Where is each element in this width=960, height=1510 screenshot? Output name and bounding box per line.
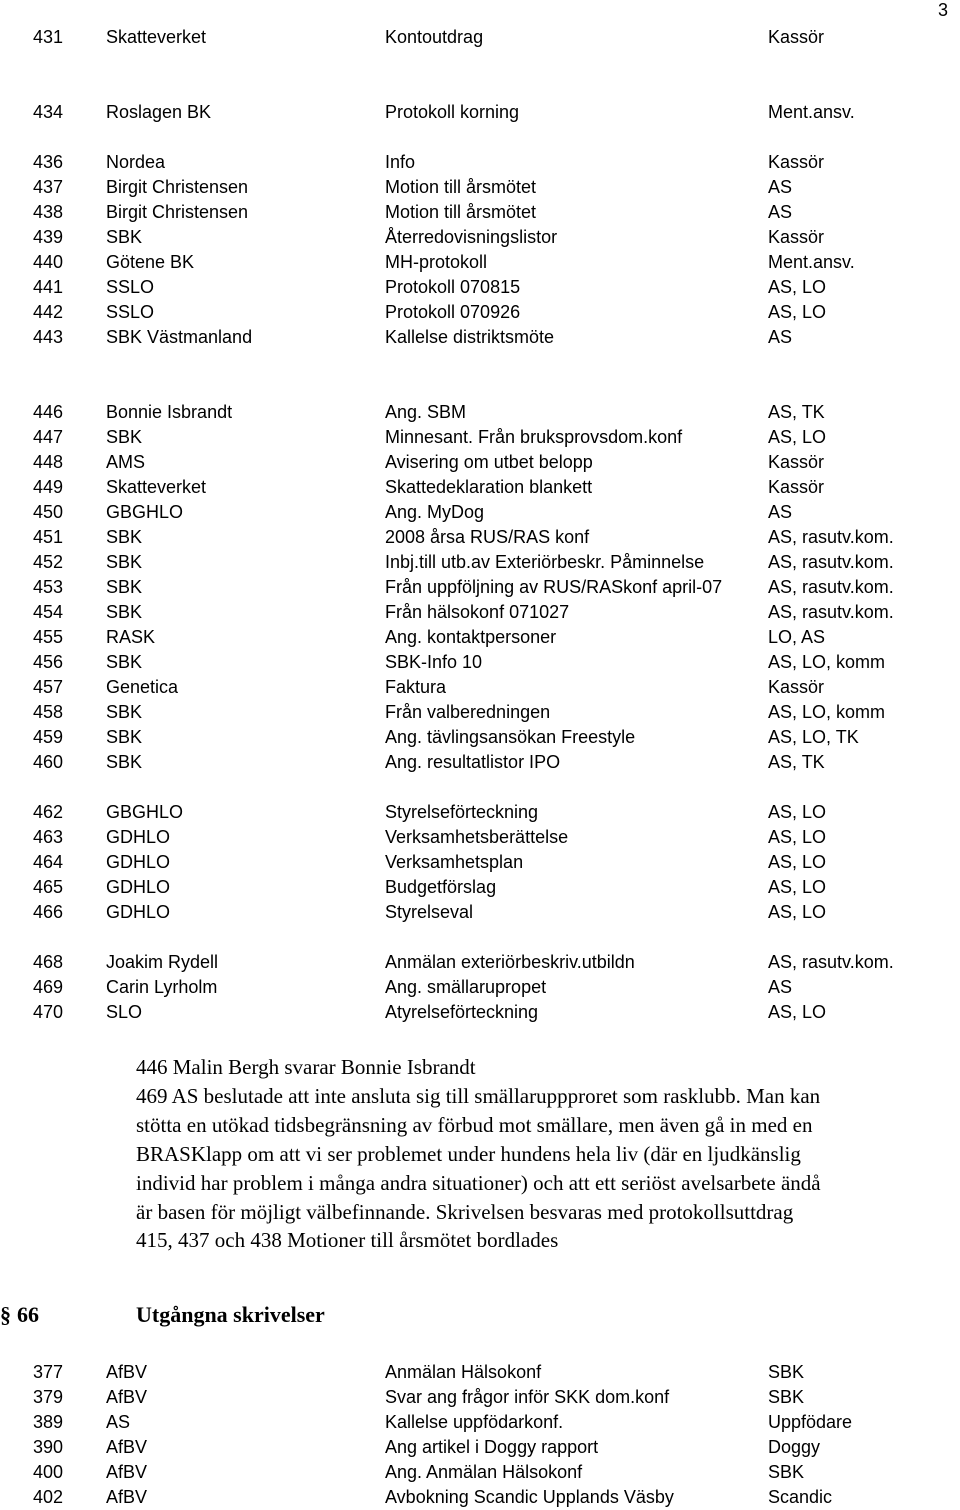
letter-recipient: LO, AS bbox=[768, 627, 826, 647]
table-row bbox=[0, 1435, 960, 1460]
letter-sender: AS bbox=[106, 1412, 131, 1432]
letter-recipient: Kassör bbox=[768, 152, 825, 172]
letter-recipient: AS, rasutv.kom. bbox=[768, 552, 894, 572]
letter-sender: AfBV bbox=[106, 1387, 148, 1407]
letter-recipient: AS, LO, komm bbox=[768, 652, 886, 672]
letter-subject: Protokoll korning bbox=[385, 102, 520, 122]
letter-sender: SBK bbox=[106, 527, 143, 547]
table-row bbox=[0, 175, 960, 200]
letter-recipient: AS, LO bbox=[768, 277, 827, 297]
letter-number: 458 bbox=[33, 702, 64, 722]
letter-recipient: Doggy bbox=[768, 1437, 821, 1457]
letter-subject: Ang. tävlingsansökan Freestyle bbox=[385, 727, 636, 747]
letter-recipient: AS, LO bbox=[768, 902, 827, 922]
letter-subject: Verksamhetsplan bbox=[385, 852, 524, 872]
letter-recipient: AS, TK bbox=[768, 752, 825, 772]
letter-recipient: SBK bbox=[768, 1387, 805, 1407]
letter-number: 440 bbox=[33, 252, 64, 272]
letter-sender: AfBV bbox=[106, 1487, 148, 1507]
letter-number: 441 bbox=[33, 277, 64, 297]
letter-sender: SBK bbox=[106, 702, 143, 722]
letter-number: 470 bbox=[33, 1002, 64, 1022]
table-row bbox=[0, 575, 960, 600]
table-row bbox=[0, 1460, 960, 1485]
letter-subject: Ang. SBM bbox=[385, 402, 467, 422]
letter-recipient: AS bbox=[768, 202, 793, 222]
letter-number: 459 bbox=[33, 727, 64, 747]
letter-subject: Protokoll 070815 bbox=[385, 277, 521, 297]
table-row bbox=[0, 150, 960, 175]
letter-subject: Återredovisningslistor bbox=[385, 227, 558, 247]
letter-recipient: AS, LO bbox=[768, 877, 827, 897]
letter-recipient: AS bbox=[768, 977, 793, 997]
letter-recipient: Kassör bbox=[768, 227, 825, 247]
note-line: individ har problem i många andra situationer) och att ett seriöst avelsarbete ändå bbox=[136, 1170, 821, 1195]
letter-number: 456 bbox=[33, 652, 64, 672]
letter-sender: Roslagen BK bbox=[106, 102, 212, 122]
letter-subject: Motion till årsmötet bbox=[385, 202, 537, 222]
letter-subject: Anmälan Hälsokonf bbox=[385, 1362, 542, 1382]
letter-recipient: AS, TK bbox=[768, 402, 825, 422]
letter-recipient: AS, LO, komm bbox=[768, 702, 886, 722]
table-row bbox=[0, 250, 960, 275]
letter-number: 453 bbox=[33, 577, 64, 597]
table-row bbox=[0, 750, 960, 775]
letter-sender: SBK bbox=[106, 727, 143, 747]
table-row bbox=[0, 800, 960, 825]
letter-sender: Joakim Rydell bbox=[106, 952, 219, 972]
letter-subject: MH-protokoll bbox=[385, 252, 488, 272]
table-row bbox=[0, 625, 960, 650]
table-row bbox=[0, 600, 960, 625]
letter-subject: Kontoutdrag bbox=[385, 27, 484, 47]
letter-sender: GDHLO bbox=[106, 902, 171, 922]
letter-number: 466 bbox=[33, 902, 64, 922]
letter-subject: Avisering om utbet belopp bbox=[385, 452, 593, 472]
letter-subject: Från hälsokonf 071027 bbox=[385, 602, 570, 622]
table-row bbox=[0, 425, 960, 450]
letter-sender: SBK Västmanland bbox=[106, 327, 253, 347]
letter-recipient: AS, LO, TK bbox=[768, 727, 859, 747]
letter-number: 460 bbox=[33, 752, 64, 772]
letter-recipient: AS, LO bbox=[768, 302, 827, 322]
letter-sender: Birgit Christensen bbox=[106, 177, 249, 197]
letter-subject: Atyrelseförteckning bbox=[385, 1002, 539, 1022]
letter-recipient: Kassör bbox=[768, 27, 825, 47]
letter-recipient: SBK bbox=[768, 1462, 805, 1482]
letter-sender: Genetica bbox=[106, 677, 179, 697]
table-row bbox=[0, 850, 960, 875]
letter-subject: Avbokning Scandic Upplands Väsby bbox=[385, 1487, 674, 1507]
letter-subject: SBK-Info 10 bbox=[385, 652, 483, 672]
letter-sender: SBK bbox=[106, 227, 143, 247]
letter-sender: Carin Lyrholm bbox=[106, 977, 218, 997]
letter-recipient: Kassör bbox=[768, 677, 825, 697]
letter-number: 389 bbox=[33, 1412, 64, 1432]
page-number: 3 bbox=[937, 0, 948, 20]
table-row bbox=[0, 475, 960, 500]
letter-recipient: AS bbox=[768, 327, 793, 347]
letter-number: 436 bbox=[33, 152, 64, 172]
letter-number: 465 bbox=[33, 877, 64, 897]
letter-subject: Info bbox=[385, 152, 416, 172]
table-row bbox=[0, 450, 960, 475]
letter-number: 379 bbox=[33, 1387, 64, 1407]
letter-subject: Kallelse distriktsmöte bbox=[385, 327, 555, 347]
letter-number: 455 bbox=[33, 627, 64, 647]
letter-sender: SBK bbox=[106, 602, 143, 622]
letter-sender: GDHLO bbox=[106, 827, 171, 847]
letter-recipient: AS, rasutv.kom. bbox=[768, 527, 894, 547]
letter-subject: Från valberedningen bbox=[385, 702, 551, 722]
table-row bbox=[0, 25, 960, 50]
table-row bbox=[0, 975, 960, 1000]
letter-number: 469 bbox=[33, 977, 64, 997]
table-row bbox=[0, 525, 960, 550]
letter-number: 462 bbox=[33, 802, 64, 822]
letter-number: 402 bbox=[33, 1487, 64, 1507]
letter-number: 446 bbox=[33, 402, 64, 422]
table-row bbox=[0, 1410, 960, 1435]
note-line: stötta en utökad tidsbegränsning av förbud mot smällare, men även gå in med en bbox=[136, 1112, 813, 1137]
table-row bbox=[0, 550, 960, 575]
letter-sender: SBK bbox=[106, 577, 143, 597]
letter-subject: Budgetförslag bbox=[385, 877, 497, 897]
table-row bbox=[0, 200, 960, 225]
table-row bbox=[0, 100, 960, 125]
letter-number: 431 bbox=[33, 27, 64, 47]
letter-sender: AfBV bbox=[106, 1437, 148, 1457]
letter-subject: Minnesant. Från bruksprovsdom.konf bbox=[385, 427, 683, 447]
table-row bbox=[0, 1485, 960, 1510]
letter-recipient: Kassör bbox=[768, 477, 825, 497]
letter-sender: GDHLO bbox=[106, 852, 171, 872]
letter-recipient: SBK bbox=[768, 1362, 805, 1382]
table-row bbox=[0, 950, 960, 975]
table-row bbox=[0, 275, 960, 300]
letter-number: 442 bbox=[33, 302, 64, 322]
letter-recipient: Ment.ansv. bbox=[768, 102, 855, 122]
letter-sender: SBK bbox=[106, 427, 143, 447]
letter-sender: GBGHLO bbox=[106, 802, 184, 822]
letter-subject: Ang. smällarupropet bbox=[385, 977, 547, 997]
letter-sender: Birgit Christensen bbox=[106, 202, 249, 222]
letter-subject: Anmälan exteriörbeskriv.utbildn bbox=[385, 952, 635, 972]
letter-number: 454 bbox=[33, 602, 64, 622]
table-row bbox=[0, 1360, 960, 1385]
letter-subject: Ang. kontaktpersoner bbox=[385, 627, 557, 647]
table-row bbox=[0, 700, 960, 725]
letter-subject: Protokoll 070926 bbox=[385, 302, 521, 322]
letter-recipient: AS, rasutv.kom. bbox=[768, 577, 894, 597]
letter-sender: SSLO bbox=[106, 302, 155, 322]
letter-sender: SBK bbox=[106, 552, 143, 572]
note-line: BRASKlapp om att vi ser problemet under hundens hela liv (där en ljudkänslig bbox=[136, 1141, 801, 1166]
letter-recipient: AS bbox=[768, 177, 793, 197]
letter-subject: Motion till årsmötet bbox=[385, 177, 537, 197]
letter-sender: RASK bbox=[106, 627, 156, 647]
letter-recipient: Ment.ansv. bbox=[768, 252, 855, 272]
table-row bbox=[0, 1000, 960, 1025]
letter-recipient: Uppfödare bbox=[768, 1412, 853, 1432]
letter-number: 457 bbox=[33, 677, 64, 697]
letter-recipient: AS, rasutv.kom. bbox=[768, 602, 894, 622]
note-line: 446 Malin Bergh svarar Bonnie Isbrandt bbox=[136, 1055, 476, 1079]
table-row bbox=[0, 400, 960, 425]
letter-number: 463 bbox=[33, 827, 64, 847]
letter-recipient: AS, rasutv.kom. bbox=[768, 952, 894, 972]
letter-recipient: AS, LO bbox=[768, 1002, 827, 1022]
letter-number: 447 bbox=[33, 427, 64, 447]
letter-number: 439 bbox=[33, 227, 64, 247]
letter-subject: Inbj.till utb.av Exteriörbeskr. Påminnelse bbox=[385, 552, 705, 572]
letter-recipient: AS, LO bbox=[768, 427, 827, 447]
letter-number: 448 bbox=[33, 452, 64, 472]
table-row bbox=[0, 875, 960, 900]
letter-sender: Götene BK bbox=[106, 252, 195, 272]
letter-subject: Svar ang frågor inför SKK dom.konf bbox=[385, 1387, 670, 1407]
table-row bbox=[0, 225, 960, 250]
letter-recipient: AS, LO bbox=[768, 827, 827, 847]
letter-number: 437 bbox=[33, 177, 64, 197]
letter-recipient: Kassör bbox=[768, 452, 825, 472]
letter-sender: SLO bbox=[106, 1002, 143, 1022]
letter-subject: Ang. resultatlistor IPO bbox=[385, 752, 561, 772]
letter-subject: Styrelseförteckning bbox=[385, 802, 539, 822]
letter-subject: Faktura bbox=[385, 677, 447, 697]
letter-subject: Ang. Anmälan Hälsokonf bbox=[385, 1462, 583, 1482]
section-title: Utgångna skrivelser bbox=[136, 1302, 325, 1327]
table-row bbox=[0, 300, 960, 325]
letter-sender: GBGHLO bbox=[106, 502, 184, 522]
table-row bbox=[0, 650, 960, 675]
letter-sender: Skatteverket bbox=[106, 477, 207, 497]
letter-subject: Skattedeklaration blankett bbox=[385, 477, 593, 497]
meeting-notes bbox=[136, 1053, 956, 1255]
letter-number: 451 bbox=[33, 527, 64, 547]
letter-recipient: AS, LO bbox=[768, 802, 827, 822]
section-number: 66 bbox=[17, 1302, 39, 1327]
table-row bbox=[0, 1385, 960, 1410]
letter-sender: AfBV bbox=[106, 1362, 148, 1382]
section-heading bbox=[0, 1300, 960, 1330]
table-row bbox=[0, 825, 960, 850]
letter-subject: Från uppföljning av RUS/RASkonf april-07 bbox=[385, 577, 723, 597]
letter-number: 468 bbox=[33, 952, 64, 972]
letter-subject: Styrelseval bbox=[385, 902, 474, 922]
note-line: 469 AS beslutade att inte ansluta sig till smällaruppproret som rasklubb. Man kan bbox=[136, 1083, 821, 1108]
table-row bbox=[0, 900, 960, 925]
letter-subject: Ang artikel i Doggy rapport bbox=[385, 1437, 599, 1457]
letter-recipient: Scandic bbox=[768, 1487, 833, 1507]
letter-sender: AfBV bbox=[106, 1462, 148, 1482]
letter-sender: SSLO bbox=[106, 277, 155, 297]
letter-recipient: AS bbox=[768, 502, 793, 522]
letter-number: 434 bbox=[33, 102, 64, 122]
table-row bbox=[0, 675, 960, 700]
note-line: 415, 437 och 438 Motioner till årsmötet bordlades bbox=[136, 1228, 559, 1253]
letter-number: 400 bbox=[33, 1462, 64, 1482]
letter-number: 449 bbox=[33, 477, 64, 497]
letter-number: 443 bbox=[33, 327, 64, 347]
table-row bbox=[0, 725, 960, 750]
letter-sender: Nordea bbox=[106, 152, 166, 172]
note-line: är basen för möjligt välbefinnande. Skrivelsen besvaras med protokollsuttdrag bbox=[136, 1199, 794, 1224]
letter-number: 438 bbox=[33, 202, 64, 222]
letter-subject: 2008 årsa RUS/RAS konf bbox=[385, 527, 590, 547]
letter-sender: SBK bbox=[106, 752, 143, 772]
table-row bbox=[0, 500, 960, 525]
letter-sender: SBK bbox=[106, 652, 143, 672]
letter-number: 452 bbox=[33, 552, 64, 572]
letter-number: 377 bbox=[33, 1362, 64, 1382]
letter-subject: Verksamhetsberättelse bbox=[385, 827, 569, 847]
letter-number: 464 bbox=[33, 852, 64, 872]
letter-sender: GDHLO bbox=[106, 877, 171, 897]
table-row bbox=[0, 325, 960, 350]
letter-sender: Skatteverket bbox=[106, 27, 207, 47]
letter-number: 450 bbox=[33, 502, 64, 522]
letter-subject: Ang. MyDog bbox=[385, 502, 485, 522]
letter-sender: Bonnie Isbrandt bbox=[106, 402, 233, 422]
letter-recipient: AS, LO bbox=[768, 852, 827, 872]
letter-subject: Kallelse uppfödarkonf. bbox=[385, 1412, 564, 1432]
letter-number: 390 bbox=[33, 1437, 64, 1457]
letter-sender: AMS bbox=[106, 452, 146, 472]
section-symbol: § bbox=[0, 1302, 11, 1327]
